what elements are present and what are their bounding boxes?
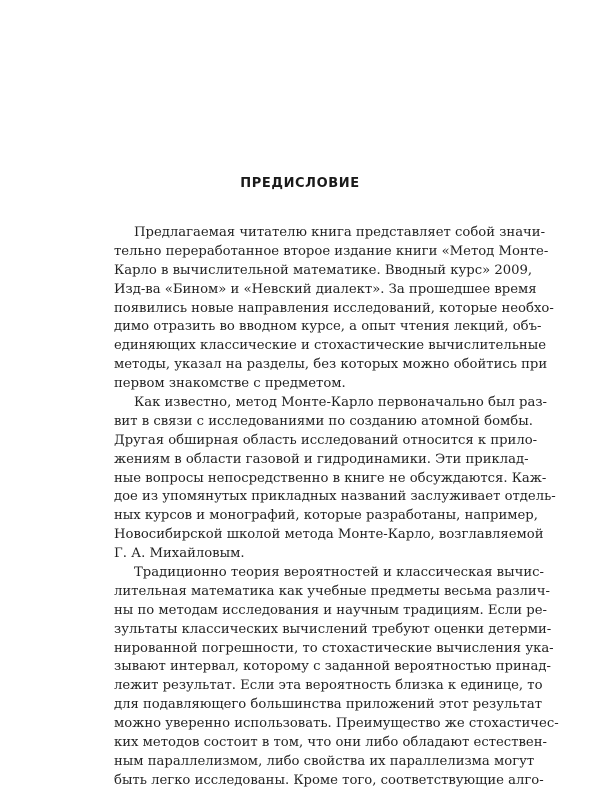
text-line: единяющих классические и стохастические вычислительные (114, 338, 547, 354)
text-line: Карло в вычислительной математике. Вводный курс» 2009, (114, 262, 533, 278)
text-line: Г. А. Михайловым. (114, 546, 245, 562)
text-line: ные вопросы непосредственно в книге не обсуждаются. Каж- (114, 470, 547, 486)
text-line: быть легко исследованы. Кроме того, соответствующие алго- (114, 772, 544, 788)
text-line: жениям в области газовой и гидродинамики. Эти приклад- (114, 451, 529, 467)
text-line: вит в связи с исследованиями по созданию атомной бомбы. (114, 413, 533, 429)
text-line: зультаты классических вычислений требуют оценки детерми- (114, 621, 552, 637)
text-line: лительная математика как учебные предметы весьма различ- (114, 583, 550, 599)
text-line: первом знакомстве с предметом. (114, 376, 346, 392)
text-line: ных курсов и монографий, которые разработаны, например, (114, 508, 538, 524)
text-line: нированной погрешности, то стохастические вычисления ука- (114, 640, 554, 656)
paragraph (114, 394, 556, 564)
text-line: Другая обширная область исследований относится к прило- (114, 432, 538, 448)
text-line: Традиционно теория вероятностей и классическая вычис- (134, 565, 544, 581)
text-line: методы, указал на разделы, без которых можно обойтись при (114, 357, 548, 373)
text-line: для подавляющего большинства приложений этот результат (114, 697, 543, 713)
text-line: Как известно, метод Монте-Карло первоначально был раз- (134, 395, 547, 411)
text-line: Изд-ва «Бином» и «Невский диалект». За прошедшее время (114, 281, 537, 297)
text-line: зывают интервал, которому с заданной вероятностью принад- (114, 659, 551, 675)
text-line: тельно переработанное второе издание книги «Метод Монте- (114, 243, 549, 259)
text-line: ным параллелизмом, либо свойства их параллелизма могут (114, 753, 535, 769)
text-line: Новосибирской школой метода Монте-Карло, возглавляемой (114, 527, 544, 543)
paragraph (114, 224, 554, 394)
text-line: ны по методам исследования и научным традициям. Если ре- (114, 602, 547, 618)
text-line: дое из упомянутых прикладных названий заслуживает отдель- (114, 489, 556, 505)
text-line: появились новые направления исследований, которые необхо- (114, 300, 554, 316)
preface-body (114, 224, 559, 791)
paragraph (114, 564, 559, 791)
text-line: лежит результат. Если эта вероятность близка к единице, то (114, 678, 543, 694)
text-line: Предлагаемая читателю книга представляет собой значи- (134, 225, 546, 240)
text-line: димо отразить во вводном курсе, а опыт чтения лекций, объ- (114, 319, 542, 335)
text-line: ких методов состоит в том, что они либо обладают естествен- (114, 735, 547, 751)
section-heading: ПРЕДИСЛОВИЕ (240, 176, 360, 191)
text-line: можно уверенно использовать. Преимущество же стохастичес- (114, 716, 559, 732)
